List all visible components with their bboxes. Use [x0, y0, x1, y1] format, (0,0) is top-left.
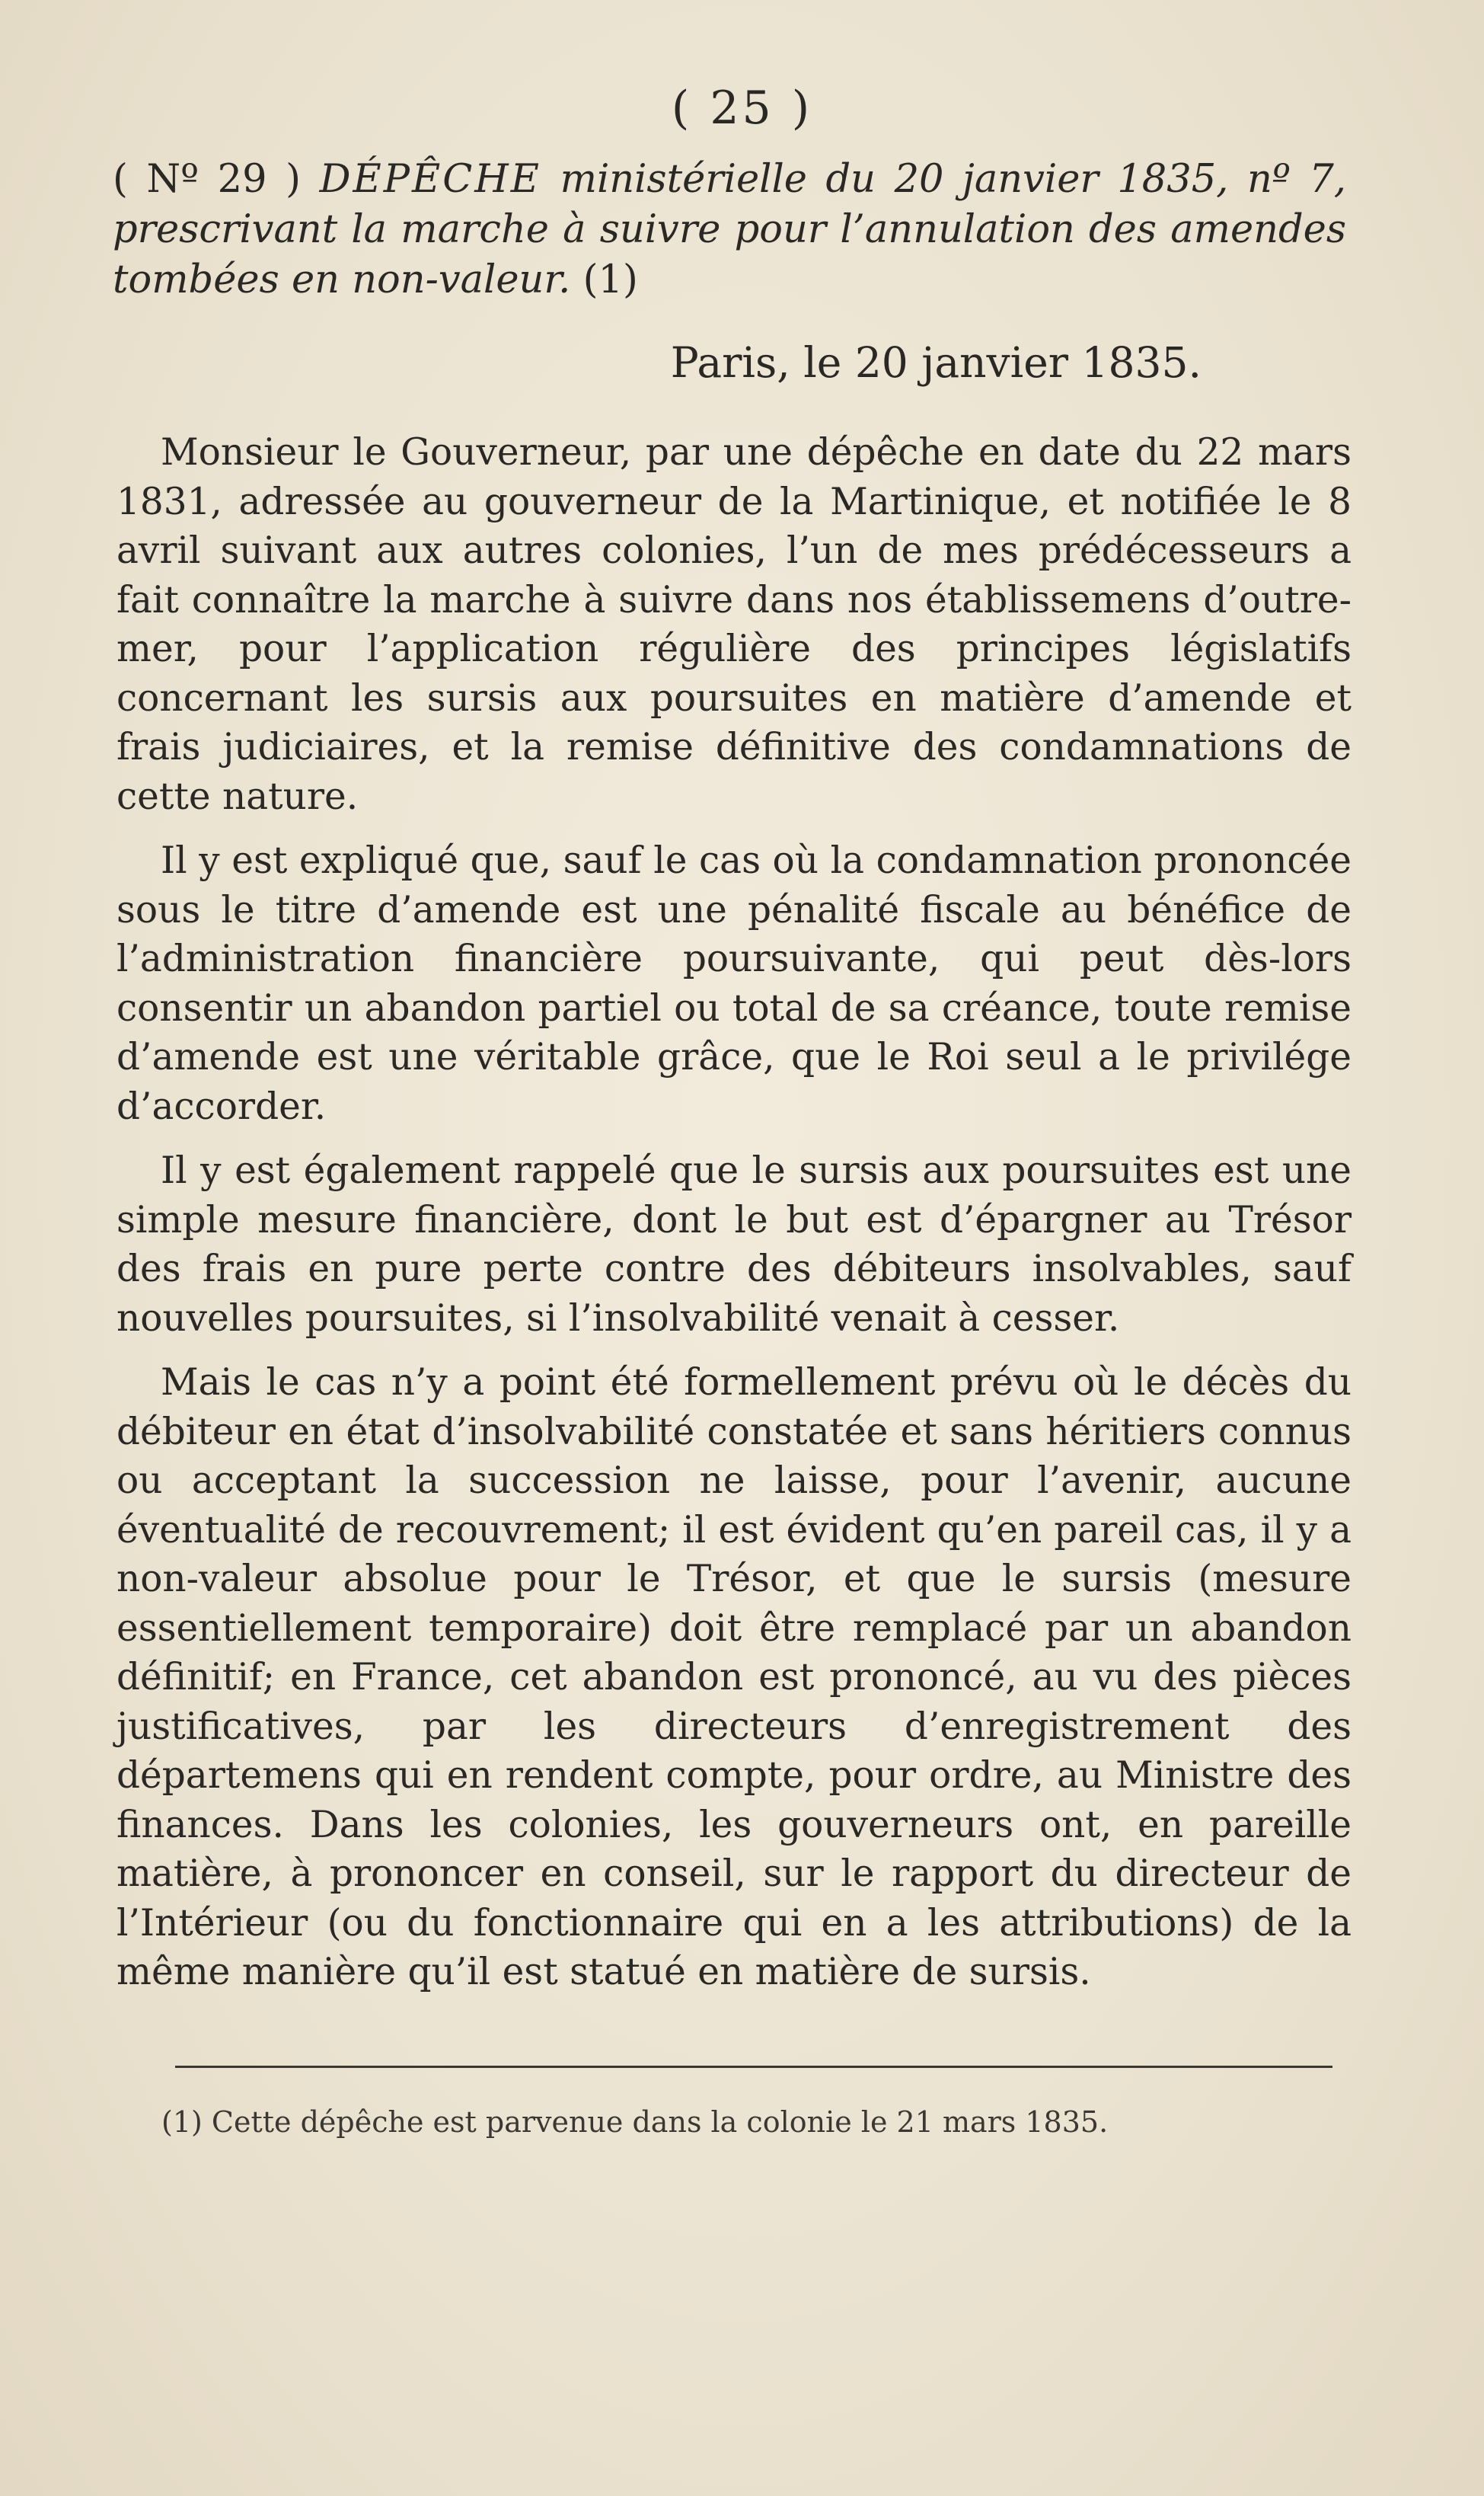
paragraph: Il y est également rappelé que le sursis aux poursuites est une simple mesure financière, dont le but est d’épargner au Trésor des frais en pure perte contre des débiteurs insolvables, sauf nouvelles poursuites, si l’insolvabilité venait à cesser. [116, 1149, 1352, 1340]
body-text [116, 428, 1352, 2012]
paragraph: Mais le cas n’y a point été formellement prévu où le décès du débiteur en état d’insolvabilité constatée et sans héritiers connus ou acceptant la succession ne laisse, pour l’avenir, aucune éventualité de recouvrement; il est évident qu’en pareil cas, il y a non-valeur absolue pour le Trésor, et que le sursis (mesure essentiellement temporaire) doit être remplacé par un abandon définitif; en France, cet abandon est prononcé, au vu des pièces justificatives, par les directeurs d’enregistrement des départemens qui en rendent compte, pour ordre, au Ministre des finances. Dans les colonies, les gouverneurs ont, en pareille matière, à prononcer en conseil, sur le rapport du directeur de l’Intérieur (ou du fonctionnaire qui en a les attributions) de la même manière qu’il est statué en matière de sursis. [116, 1361, 1352, 1993]
paragraph: Il y est expliqué que, sauf le cas où la condamnation prononcée sous le titre d’amende est une pénalité fiscale au bénéfice de l’administration financière poursuivante, qui peut dès-lors consentir un abandon partiel ou total de sa créance, toute remise d’amende est une véritable grâce, que le Roi seul a le privilége d’accorder. [116, 839, 1352, 1128]
document-number: ( Nº 29 ) [113, 157, 302, 202]
document-heading [113, 155, 1346, 305]
page-number: ( 25 ) [671, 81, 813, 135]
footnote-divider [175, 2066, 1332, 2068]
document-type: DÉPÊCHE [319, 157, 541, 202]
dateline: Paris, le 20 janvier 1835. [670, 338, 1202, 387]
document-title: ministérielle du 20 janvier 1835, nº 7, prescrivant la marche à suivre pour l’annulation des amendes tombées en non-valeur. [113, 157, 1346, 302]
footnote: (1) Cette dépêche est parvenue dans la colonie le 21 mars 1835. [161, 2105, 1109, 2139]
footnote-reference: (1) [582, 257, 638, 302]
paragraph: Monsieur le Gouverneur, par une dépêche en date du 22 mars 1831, adressée au gouverneur de la Martinique, et notifiée le 8 avril suivant aux autres colonies, l’un de mes prédécesseurs a fait connaître la marche à suivre dans nos établissemens d’outre-mer, pour l’application régulière des principes législatifs concernant les sursis aux poursuites en matière d’amende et frais judiciaires, et la remise définitive des condamnations de cette nature. [116, 431, 1352, 818]
